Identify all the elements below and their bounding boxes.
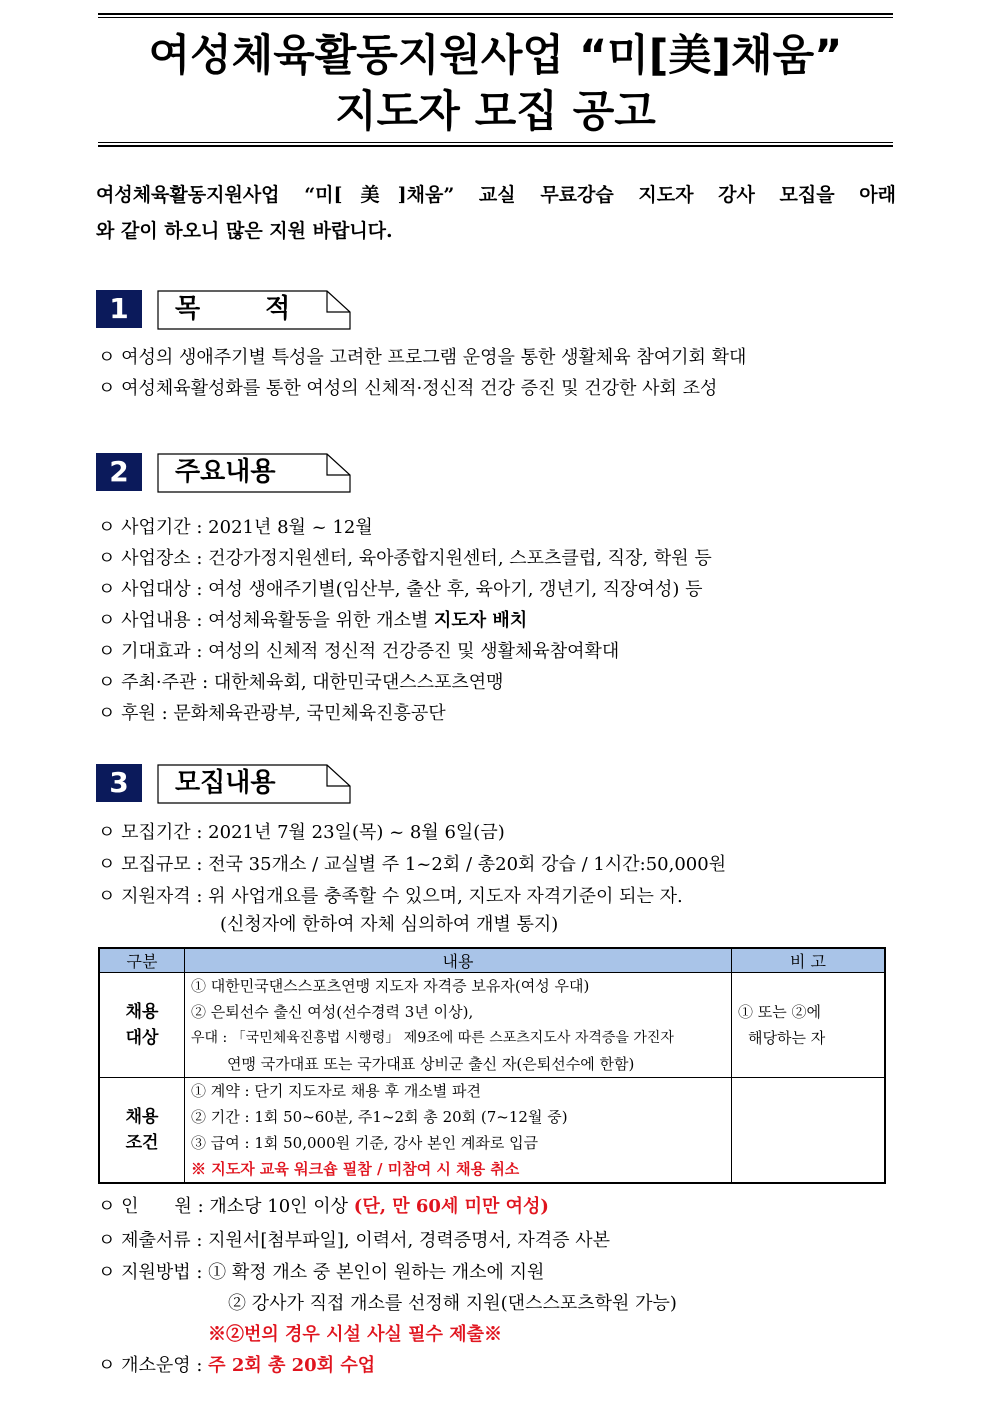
main-item-effect: ㅇ 기대효과 : 여성의 신체적 정신적 건강증진 및 생활체육참여확대 [98, 641, 620, 662]
section-2-label: 주요내용 [175, 457, 276, 487]
section-2-number: 2 [96, 453, 142, 491]
intro-line-1: 여성체육활동지원사업 “미[美]채움” 교실 무료강습 지도자 강사 모집을 아래 [96, 184, 896, 206]
main-item-content-text: ㅇ 사업내용 : 여성체육활동을 위한 개소별 [98, 610, 434, 631]
requirements-table [98, 947, 886, 1184]
content-line: 연맹 국가대표 또는 국가대표 상비군 출신 자(은퇴선수에 한함) [227, 1055, 635, 1073]
bottom-rule [98, 145, 893, 147]
main-item-content-bold: 지도자 배치 [434, 610, 528, 631]
category-line: 채용 [125, 1107, 159, 1127]
row-category-hire-conditions [99, 1078, 185, 1184]
table-row [99, 973, 885, 1078]
intro-line-2: 와 같이 하오니 많은 지원 바랍니다. [96, 220, 393, 242]
intro-paragraph [96, 177, 896, 249]
operation-value: 주 2회 총 20회 수업 [208, 1355, 376, 1376]
content-line: ③ 급여 : 1회 50,000원 기준, 강사 본인 계좌로 입금 [191, 1134, 539, 1152]
section-3-label: 모집내용 [175, 768, 276, 798]
section-3-number: 3 [96, 764, 142, 802]
bottom-item-operation [98, 1353, 375, 1379]
bottom-item-personnel [98, 1194, 549, 1220]
main-item-target: ㅇ 사업대상 : 여성 생애주기별(임산부, 출산 후, 육아기, 갱년기, 직장여성) 등 [98, 579, 703, 600]
bottom-item-method-1: ㅇ 지원방법 : ① 확정 개소 중 본인이 원하는 개소에 지원 [98, 1262, 545, 1283]
content-line: ① 대한민국댄스스포츠연맹 지도자 자격증 보유자(여성 우대) [191, 977, 590, 995]
recruit-item-scale: ㅇ 모집규모 : 전국 35개소 / 교실별 주 1~2회 / 총20회 강습 / 1시간:50,000원 [98, 854, 727, 875]
method-note: ※②번의 경우 시설 사실 필수 제출※ [208, 1324, 502, 1345]
row-category-hire-target [99, 973, 185, 1078]
content-line: 우대 : 「국민체육진흥법 시행령」 제9조에 따른 스포츠지도사 자격증을 가진자 [191, 1030, 674, 1046]
personnel-condition: (단, 만 60세 미만 여성) [353, 1196, 549, 1217]
table-header-category: 구분 [99, 948, 185, 973]
row-content-hire-conditions [185, 1078, 732, 1184]
section-2-heading [157, 453, 350, 491]
recruit-item-period: ㅇ 모집기간 : 2021년 7월 23일(목) ~ 8월 6일(금) [98, 822, 505, 843]
top-rule-thin [98, 17, 893, 18]
main-item-host: ㅇ 주최·주관 : 대한체육회, 대한민국댄스스포츠연맹 [98, 672, 504, 693]
personnel-text: ㅇ 인 원 : 개소당 10인 이상 [98, 1196, 354, 1217]
top-rule [98, 13, 893, 15]
table-header-row [99, 948, 885, 973]
page-title-line2: 지도자 모집 공고 [335, 87, 656, 137]
section-1-heading [157, 290, 350, 328]
row-note-hire-target [732, 973, 886, 1078]
bottom-item-method-2: ② 강사가 직접 개소를 선정해 지원(댄스스포츠학원 가능) [228, 1293, 677, 1314]
section-1-number: 1 [96, 290, 142, 328]
content-line: ② 기간 : 1회 50~60분, 주1~2회 총 20회 (7~12월 중) [191, 1108, 568, 1126]
purpose-item-2: ㅇ 여성체육활성화를 통한 여성의 신체적·정신적 건강 증진 및 건강한 사회 조성 [98, 378, 718, 399]
section-3-heading [157, 764, 350, 802]
note-line: 해당하는 자 [748, 1029, 826, 1047]
section-1-label: 목 적 [175, 294, 319, 324]
row-note-hire-conditions [732, 1078, 886, 1184]
purpose-item-1: ㅇ 여성의 생애주기별 특성을 고려한 프로그램 운영을 통한 생활체육 참여기회 확대 [98, 347, 747, 368]
operation-text: ㅇ 개소운영 : [98, 1355, 209, 1376]
main-item-content [98, 608, 527, 634]
category-line: 조건 [125, 1133, 159, 1153]
recruit-qualification-note: (신청자에 한하여 자체 심의하여 개별 통지) [220, 914, 559, 935]
table-header-note: 비 고 [732, 948, 886, 973]
bottom-item-documents: ㅇ 제출서류 : 지원서[첨부파일], 이력서, 경력증명서, 자격증 사본 [98, 1230, 611, 1251]
content-line: ① 계약 : 단기 지도자로 채용 후 개소별 파견 [191, 1082, 482, 1100]
table-row [99, 1078, 885, 1184]
page-title-line1: 여성체육활동지원사업 “미[美]채움” [148, 31, 843, 81]
note-line: ① 또는 ②에 [738, 1003, 822, 1021]
workshop-warning: ※ 지도자 교육 워크숍 필참 / 미참여 시 채용 취소 [191, 1160, 520, 1178]
content-line: ② 은퇴선수 출신 여성(선수경력 3년 이상), [191, 1003, 474, 1021]
main-item-sponsor: ㅇ 후원 : 문화체육관광부, 국민체육진흥공단 [98, 703, 446, 724]
category-line: 대상 [125, 1028, 159, 1048]
recruit-item-qualification: ㅇ 지원자격 : 위 사업개요를 충족할 수 있으며, 지도자 자격기준이 되는 자. [98, 886, 683, 907]
category-line: 채용 [125, 1002, 159, 1022]
bottom-rule-thin [98, 142, 893, 143]
row-content-hire-target [185, 973, 732, 1078]
main-item-period: ㅇ 사업기간 : 2021년 8월 ~ 12월 [98, 517, 373, 538]
table-header-content: 내용 [185, 948, 732, 973]
main-item-place: ㅇ 사업장소 : 건강가정지원센터, 육아종합지원센터, 스포츠클럽, 직장, 학원 등 [98, 548, 712, 569]
